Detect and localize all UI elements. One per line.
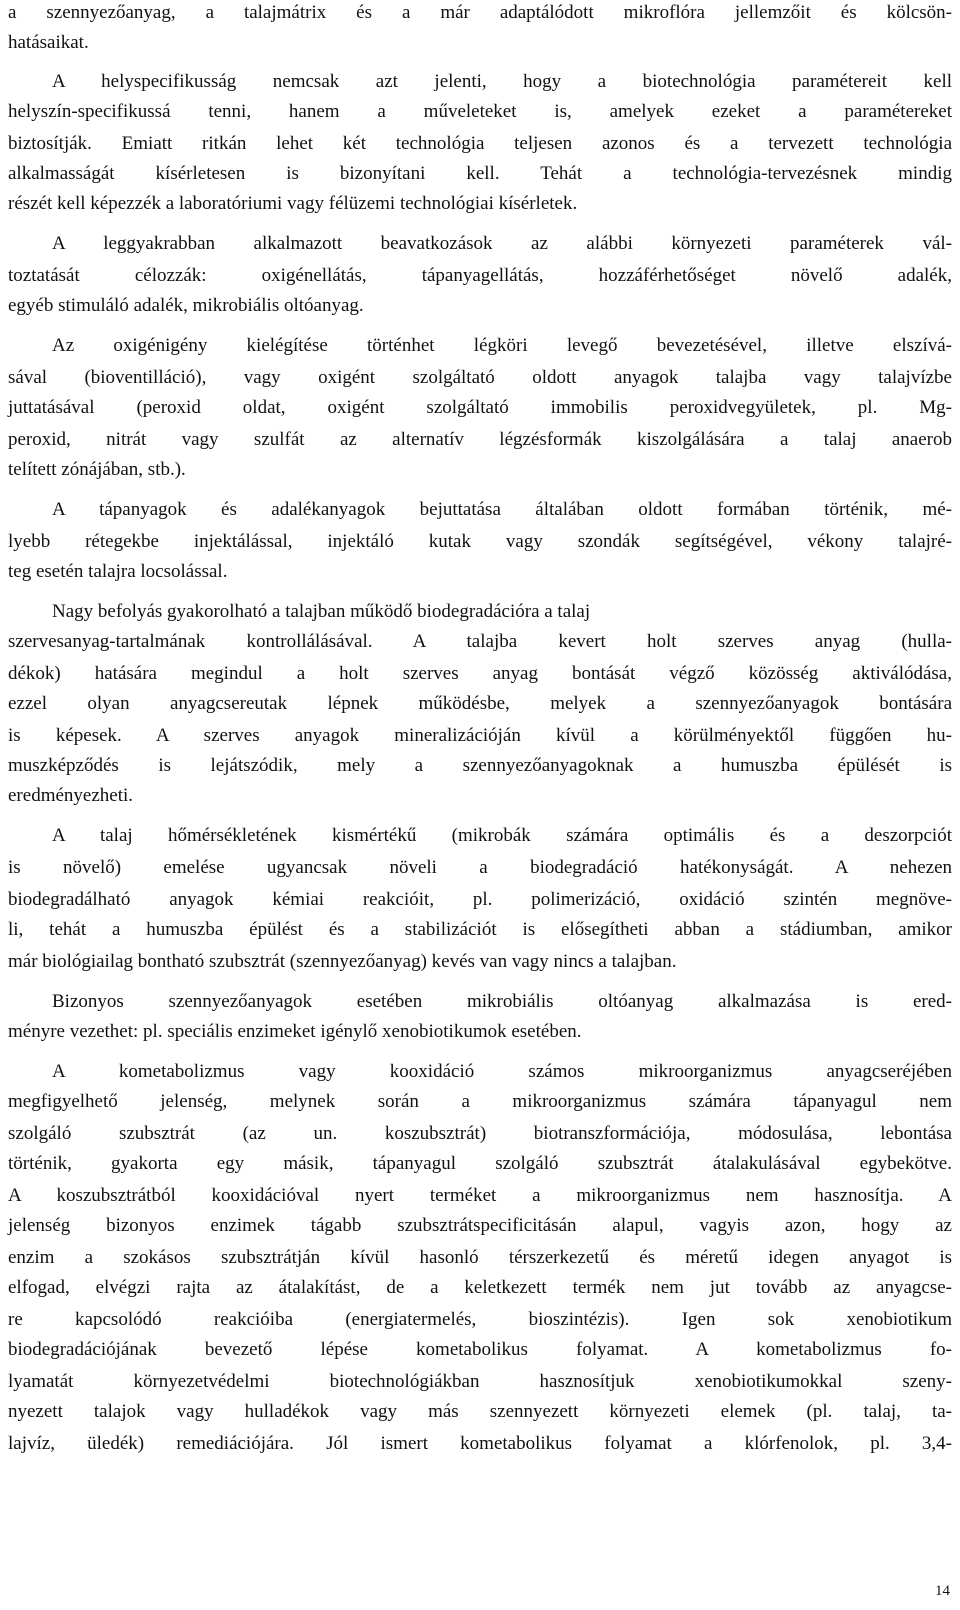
text-line: lyamatát környezetvédelmi biotechnológiákban hasznosítjuk xenobiotikumokkal szeny-: [8, 1371, 952, 1392]
text-line: juttatásával (peroxid oldat, oxigént szolgáltató immobilis peroxidvegyületek, pl. Mg-: [8, 397, 952, 418]
text-line: is növelő) emelése ugyancsak növeli a biodegradáció hatékonyságát. A nehezen: [8, 857, 952, 878]
text-line: lyebb rétegekbe injektálással, injektáló kutak vagy szondák segítségével, vékony talajré-: [8, 531, 952, 552]
text-line: A talaj hőmérsékletének kismértékű (mikrobák számára optimális és a deszorpciót: [52, 825, 952, 846]
text-line: a szennyezőanyag, a talajmátrix és a már adaptálódott mikroflóra jellemzőit és kölcsön-: [8, 2, 952, 23]
text-line: peroxid, nitrát vagy szulfát az alternatív légzésformák kiszolgálására a talaj anaerob: [8, 429, 952, 450]
text-line: sával (bioventilláció), vagy oxigént szolgáltató oldott anyagok talajba vagy talajvízbe: [8, 367, 952, 388]
text-line: biodegradációjának bevezető lépése kometabolikus folyamat. A kometabolizmus fo-: [8, 1339, 952, 1360]
text-line: enzim a szokásos szubsztrátján kívül hasonló térszerkezetű és méretű idegen anyagot is: [8, 1247, 952, 1268]
text-line: biztosítják. Emiatt ritkán lehet két technológia teljesen azonos és a tervezett technológia: [8, 133, 952, 154]
text-line: telített zónájában, stb.).: [8, 459, 186, 480]
text-line: A kometabolizmus vagy kooxidáció számos mikroorganizmus anyagcseréjében: [52, 1061, 952, 1082]
text-line: egyéb stimuláló adalék, mikrobiális oltóanyag.: [8, 295, 364, 316]
text-line: biodegradálható anyagok kémiai reakcióit, pl. polimerizáció, oxidáció szintén megnöve-: [8, 889, 952, 910]
text-line: alkalmasságát kísérletesen is bizonyítani kell. Tehát a technológia-tervezésnek mindig: [8, 163, 952, 184]
text-line: történik, gyakorta egy másik, tápanyagul szolgáló szubsztrát átalakulásával egybekötve.: [8, 1153, 952, 1174]
text-line: Az oxigénigény kielégítése történhet légköri levegő bevezetésével, illetve elszívá-: [52, 335, 952, 356]
text-line: toztatását célozzák: oxigénellátás, tápanyagellátás, hozzáférhetőséget növelő adalék,: [8, 265, 952, 286]
text-line: lajvíz, üledék) remediációjára. Jól ismert kometabolikus folyamat a klórfenolok, pl. 3,4-: [8, 1433, 952, 1454]
text-line: ményre vezethet: pl. speciális enzimeket igénylő xenobiotikumok esetében.: [8, 1021, 582, 1042]
text-line: ezzel olyan anyagcsereutak lépnek működésbe, melyek a szennyezőanyagok bontására: [8, 693, 952, 714]
text-line: hatásaikat.: [8, 32, 89, 53]
text-line: A tápanyagok és adalékanyagok bejuttatása általában oldott formában történik, mé-: [52, 499, 952, 520]
text-line: jelenség bizonyos enzimek tágabb szubsztrátspecificitásán alapul, vagyis azon, hogy az: [8, 1215, 952, 1236]
text-line: eredményezheti.: [8, 785, 134, 806]
text-line: Bizonyos szennyezőanyagok esetében mikrobiális oltóanyag alkalmazása is ered-: [52, 991, 952, 1012]
text-line: már biológiailag bontható szubsztrát (szennyezőanyag) kevés van vagy nincs a talajban.: [8, 951, 677, 972]
text-line: A helyspecifikusság nemcsak azt jelenti, hogy a biotechnológia paramétereit kell: [52, 71, 952, 92]
text-line: megfigyelhető jelenség, melynek során a mikroorganizmus számára tápanyagul nem: [8, 1091, 952, 1112]
text-line: A koszubsztrátból kooxidációval nyert terméket a mikroorganizmus nem hasznosítja. A: [8, 1185, 952, 1206]
page-number: 14: [935, 1583, 950, 1599]
text-line: részét kell képezzék a laboratóriumi vagy félüzemi technológiai kísérletek.: [8, 193, 578, 214]
text-line: helyszín-specifikussá tenni, hanem a műveleteket is, amelyek ezeket a paramétereket: [8, 101, 952, 122]
text-line: nyezett talajok vagy hulladékok vagy más szennyezett környezeti elemek (pl. talaj, ta-: [8, 1401, 952, 1422]
text-line: dékok) hatására megindul a holt szerves anyag bontását végző közösség aktiválódása,: [8, 663, 952, 684]
text-line: elfogad, elvégzi rajta az átalakítást, de a keletkezett termék nem jut tovább az anyagcse-: [8, 1277, 952, 1298]
text-line: re kapcsolódó reakcióiba (energiatermelés, bioszintézis). Igen sok xenobiotikum: [8, 1309, 952, 1330]
text-line: szolgáló szubsztrát (az un. koszubsztrát) biotranszformációja, módosulása, lebontása: [8, 1123, 952, 1144]
text-line: teg esetén talajra locsolással.: [8, 561, 228, 582]
text-line: muszképződés is lejátszódik, mely a szennyezőanyagoknak a humuszba épülését is: [8, 755, 952, 776]
text-line: szervesanyag-tartalmának kontrollálásával. A talajba kevert holt szerves anyag (hulla-: [8, 631, 952, 652]
text-line: A leggyakrabban alkalmazott beavatkozások az alábbi környezeti paraméterek vál-: [52, 233, 952, 254]
text-line: Nagy befolyás gyakorolható a talajban működő biodegradációra a talaj: [52, 601, 591, 622]
text-line: li, tehát a humuszba épülést és a stabilizációt is elősegítheti abban a stádiumban, amikor: [8, 919, 952, 940]
text-line: is képesek. A szerves anyagok mineralizációján kívül a körülményektől függően hu-: [8, 725, 952, 746]
